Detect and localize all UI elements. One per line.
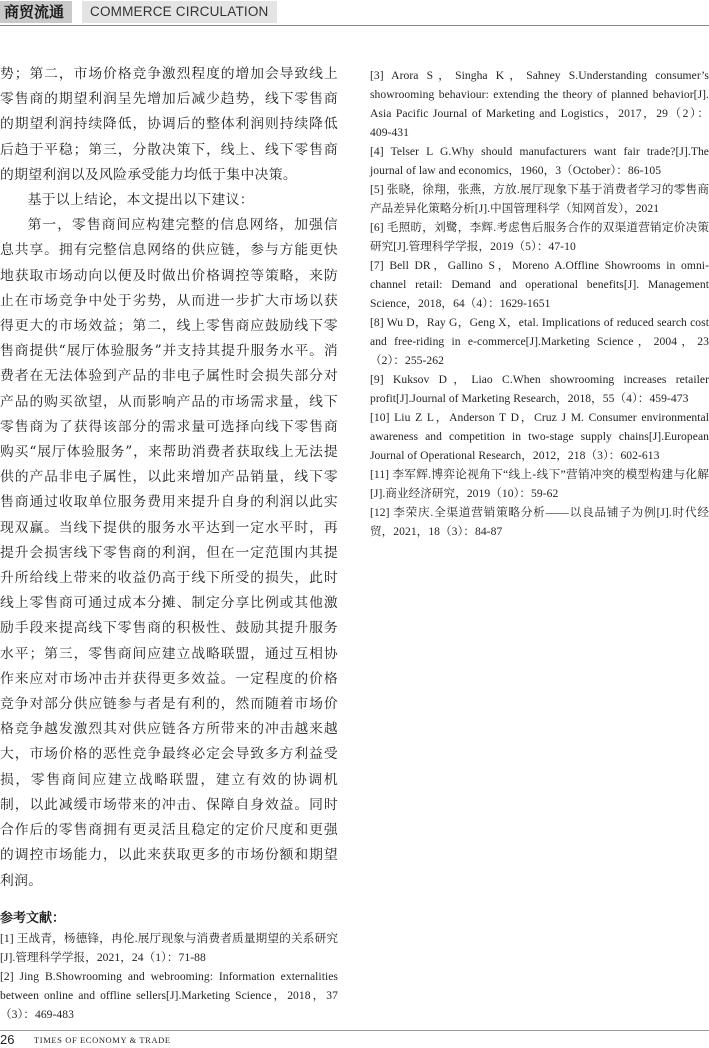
reference-item: [3] Arora S，Singha K，Sahney S.Understanding consumer’s showrooming behaviour: extending the theory of planned behavior[J]. Asia Pacific Journal of Marketing and Logistics，2017，29（2）：409-431 — [370, 69, 709, 139]
header-rule — [0, 25, 709, 26]
section-title-en: COMMERCE CIRCULATION — [82, 1, 277, 23]
body-paragraph: 基于以上结论，本文提出以下建议： — [27, 192, 254, 209]
reference-item: [9] Kuksov D，Liao C.When showrooming increases retailer profit[J].Journal of Marketing Research，2018，55（4）：459-473 — [370, 373, 709, 405]
reference-item: [6] 毛照昉，刘鹭，李辉.考虑售后服务合作的双渠道营销定价决策研究[J].管理科学学报，2019（5）：47-10 — [370, 221, 709, 253]
reference-item: [7] Bell DR，Gallino S，Moreno A.Offline Showrooms in omni-channel retail: Demand and operational benefits[J]. Management Science，2018，64（4）：1629-1651 — [370, 259, 709, 310]
reference-item: [8] Wu D，Ray G，Geng X，etal. Implications of reduced search cost and free-riding in e-commerce[J].Marketing Science，2004，23（2）：255-262 — [370, 316, 709, 367]
journal-title: TIMES OF ECONOMY & TRADE — [34, 1035, 171, 1045]
reference-item: [2] Jing B.Showrooming and webrooming: Information externalities between online and offline sellers[J].Marketing Science，2018，37（3）：469-483 — [0, 970, 338, 1021]
references-heading: 参考文献： — [0, 911, 66, 926]
reference-item: [1] 王战青，杨德锋，冉伦.展厅现象与消费者质量期望的关系研究[J].管理科学学报，2021，24（1）：71-88 — [0, 932, 338, 964]
reference-list-right — [370, 66, 709, 541]
page-header — [0, 0, 709, 26]
reference-item: [12] 李荣庆.全渠道营销策略分析——以良品铺子为例[J].时代经贸，2021，18（3）：84-87 — [370, 506, 709, 538]
reference-list-left — [0, 929, 338, 1024]
reference-item: [4] Telser L G.Why should manufacturers want fair trade?[J].The journal of law and economics，1960，3（October）：86-105 — [370, 145, 709, 177]
body-paragraph: 第一，零售商间应构建完整的信息网络，加强信息共享。拥有完整信息网络的供应链，参与方能更快地获取市场动向以便及时做出价格调控等策略，来防止在市场竞争中处于劣势，从而进一步扩大市场以获得更大的市场效益；第二，线上零售商应鼓励线下零售商提供“展厅体验服务”并支持其提升服务水平。消费者在无法体验到产品的非电子属性时会损失部分对产品的购买欲望，从而影响产品的市场需求量，线下零售商为了获得该部分的需求量可选择向线下零售商购买“展厅体验服务”，来帮助消费者获取线上无法提供的产品非电子属性，以此来增加产品销量，线下零售商通过收取单位服务费用来提升自身的利润以此实现双赢。当线下提供的服务水平达到一定水平时，再提升会损害线下零售商的利润，但在一定范围内其提升所给线上带来的收益仍高于线下所受的损失，此时线上零售商可通过成本分摊、制定分享比例或其他激励手段来提高线下零售商的积极性、鼓励其提升服务水平；第三，零售商间应建立战略联盟，通过互相协作来应对市场冲击并获得更多效益。一定程度的价格竞争对部分供应链参与者是有利的，然而随着市场价格竞争越发激烈其对供应链各方所带来的冲击越来越大，市场价格的恶性竞争最终必定会导致多方利益受损，零售商间应建立战略联盟，建立有效的协调机制，以此减缓市场带来的冲击、保障自身效益。同时合作后的零售商拥有更灵活且稳定的定价尺度和更强的调控市场能力，以此来获取更多的市场份额和期望利润。 — [0, 217, 338, 889]
page-number: 26 — [0, 1032, 15, 1047]
body-paragraph: 势；第二，市场价格竞争激烈程度的增加会导致线上零售商的期望利润呈先增加后减少趋势，线下零售商的期望利润持续降低，协调后的整体利润则持续降低后趋于平稳；第三，分散决策下，线上、线下零售商的期望利润以及风险承受能力均低于集中决策。 — [0, 66, 338, 183]
section-title-cn: 商贸流通 — [0, 1, 72, 23]
body-text — [0, 62, 338, 894]
reference-item: [5] 张晓，徐翔，张燕，方放.展厅现象下基于消费者学习的零售商产品差异化策略分析[J].中国管理科学（知网首发），2021 — [370, 183, 709, 215]
reference-item: [11] 李军辉.博弈论视角下“线上-线下”营销冲突的模型构建与化解[J].商业经济研究，2019（10）：59-62 — [370, 468, 709, 500]
footer-rule — [0, 1030, 709, 1031]
reference-item: [10] Liu Z L，Anderson T D，Cruz J M. Consumer environmental awareness and competition in two-stage supply chains[J].European Journal of Operational Research，2012，218（3）：602-613 — [370, 411, 709, 462]
